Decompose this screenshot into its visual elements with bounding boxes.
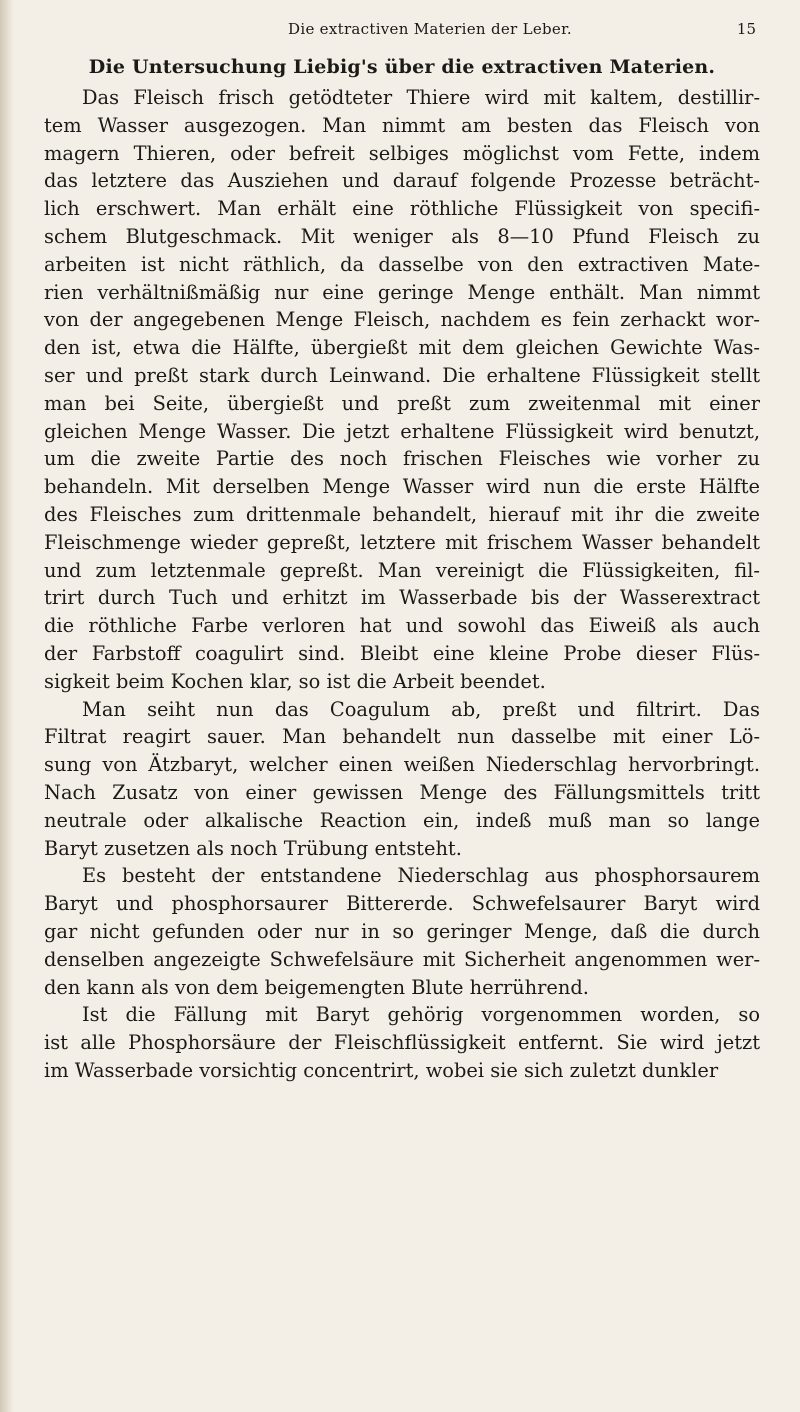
text-line: Baryt zusetzen als noch Trübung entsteht. <box>44 836 462 860</box>
body-text <box>24 84 760 1085</box>
text-line: gar nicht gefunden oder nur in so geringer Menge, daß die durch <box>44 919 760 943</box>
text-line: von der angegebenen Menge Fleisch, nachdem es fein zerhackt wor- <box>44 308 760 332</box>
text-line: ser und preßt stark durch Leinwand. Die erhaltene Flüssigkeit stellt <box>44 363 760 387</box>
text-line: um die zweite Partie des noch frischen Fleisches wie vorher zu <box>44 447 760 471</box>
text-line: Fleischmenge wieder gepreßt, letztere mit frischem Wasser behandelt <box>44 530 760 554</box>
text-line: sung von Ätzbaryt, welcher einen weißen Niederschlag hervorbringt. <box>44 753 760 777</box>
running-head <box>24 20 760 50</box>
text-line: rien verhältnißmäßig nur eine geringe Menge enthält. Man nimmt <box>44 280 760 304</box>
text-line: tem Wasser ausgezogen. Man nimmt am besten das Fleisch von <box>44 113 760 137</box>
text-line: trirt durch Tuch und erhitzt im Wasserbade bis der Wasserextract <box>44 586 760 610</box>
text-line: magern Thieren, oder befreit selbiges möglichst vom Fette, indem <box>44 141 760 165</box>
section-heading: Die Untersuchung Liebig's über die extractiven Materien. <box>88 56 716 78</box>
text-line: neutrale oder alkalische Reaction ein, indeß muß man so lange <box>44 808 760 832</box>
text-line: Filtrat reagirt sauer. Man behandelt nun dasselbe mit einer Lö- <box>44 725 760 749</box>
text-line: den kann als von dem beigemengten Blute herrührend. <box>44 975 589 999</box>
page-number: 15 <box>736 20 756 38</box>
text-line: schem Blutgeschmack. Mit weniger als 8—10 Pfund Fleisch zu <box>44 224 760 248</box>
text-line: Man seiht nun das Coagulum ab, preßt und filtrirt. Das <box>82 697 760 721</box>
text-line: arbeiten ist nicht räthlich, da dasselbe von den extractiven Mate- <box>44 252 760 276</box>
text-line: gleichen Menge Wasser. Die jetzt erhaltene Flüssigkeit wird benutzt, <box>44 419 760 443</box>
text-line: die röthliche Farbe verloren hat und sowohl das Eiweiß als auch <box>44 614 760 638</box>
text-line: lich erschwert. Man erhält eine röthliche Flüssigkeit von specifi- <box>44 197 760 221</box>
page-gutter-shadow <box>0 0 14 1412</box>
text-line: das letztere das Ausziehen und darauf folgende Prozesse beträcht- <box>44 169 760 193</box>
text-line: des Fleisches zum drittenmale behandelt, hierauf mit ihr die zweite <box>44 502 760 526</box>
text-line: Ist die Fällung mit Baryt gehörig vorgenommen worden, so <box>82 1003 760 1027</box>
text-line: denselben angezeigte Schwefelsäure mit Sicherheit angenommen wer- <box>44 947 760 971</box>
text-line: man bei Seite, übergießt und preßt zum zweitenmal mit einer <box>44 391 760 415</box>
text-line: und zum letztenmale gepreßt. Man vereinigt die Flüssigkeiten, fil- <box>44 558 760 582</box>
text-line: ist alle Phosphorsäure der Fleischflüssigkeit entfernt. Sie wird jetzt <box>44 1031 760 1055</box>
text-line: den ist, etwa die Hälfte, übergießt mit dem gleichen Gewichte Was- <box>44 336 760 360</box>
running-title: Die extractiven Materien der Leber. <box>288 20 572 38</box>
text-line: Es besteht der entstandene Niederschlag aus phosphorsaurem <box>82 864 760 888</box>
text-line: im Wasserbade vorsichtig concentrirt, wobei sie sich zuletzt dunkler <box>44 1058 719 1082</box>
text-line: Baryt und phosphorsaurer Bittererde. Schwefelsaurer Baryt wird <box>44 892 760 916</box>
text-line: behandeln. Mit derselben Menge Wasser wird nun die erste Hälfte <box>44 475 760 499</box>
text-line: Das Fleisch frisch getödteter Thiere wird mit kaltem, destillir- <box>82 86 760 109</box>
text-line: sigkeit beim Kochen klar, so ist die Arbeit beendet. <box>44 669 546 693</box>
text-line: der Farbstoff coagulirt sind. Bleibt eine kleine Probe dieser Flüs- <box>44 641 760 665</box>
text-line: Nach Zusatz von einer gewissen Menge des Fällungsmittels tritt <box>44 780 760 804</box>
